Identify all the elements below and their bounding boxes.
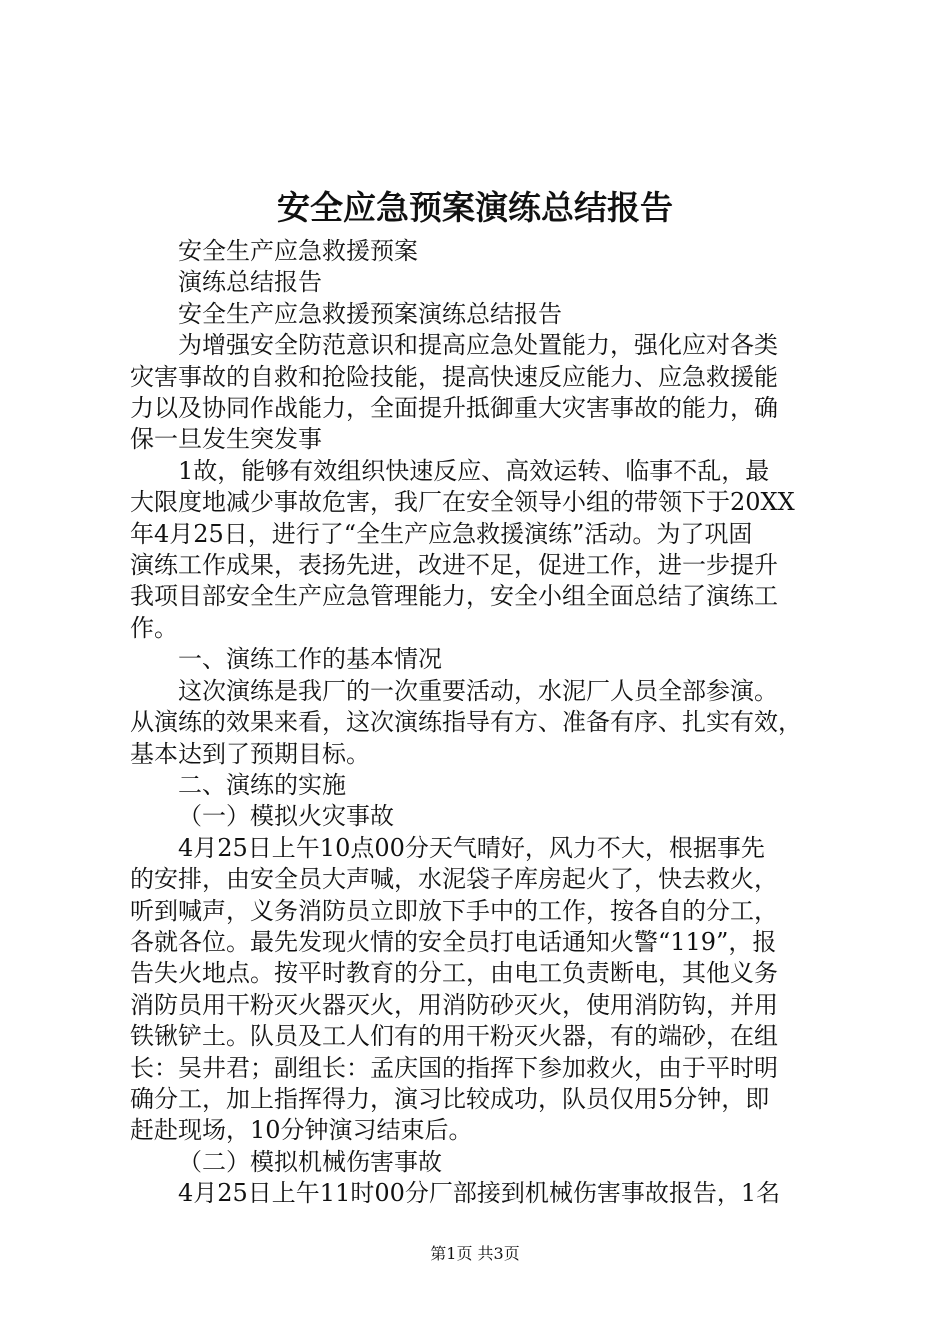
text-line: 安全生产应急救援预案演练总结报告	[178, 299, 562, 328]
text-line: 一、演练工作的基本情况	[178, 645, 442, 674]
text-line: 赶赴现场，10分钟演习结束后。	[130, 1116, 473, 1145]
paragraph	[130, 833, 830, 1147]
text-line: 我项目部安全生产应急管理能力，安全小组全面总结了演练工	[130, 582, 778, 611]
text-line: 4月25日上午10点00分天气晴好，风力不大，根据事先	[178, 833, 765, 862]
paragraph	[130, 1178, 830, 1209]
text-line: 消防员用干粉灭火器灭火，用消防砂灭火，使用消防钩，并用	[130, 990, 778, 1019]
text-line: 1故，能够有效组织快速反应、高效运转、临事不乱，最	[178, 456, 770, 485]
text-line: 二、演练的实施	[178, 770, 346, 799]
paragraph	[130, 770, 830, 801]
text-line: 4月25日上午11时00分厂部接到机械伤害事故报告，1名	[178, 1179, 781, 1208]
paragraph	[130, 676, 830, 770]
text-line: 基本达到了预期目标。	[130, 739, 370, 768]
text-line: 大限度地减少事故危害，我厂在安全领导小组的带领下于20XX	[130, 488, 795, 517]
paragraph	[130, 267, 830, 298]
text-line: 告失火地点。按平时教育的分工，由电工负责断电，其他义务	[130, 959, 778, 988]
text-line: 从演练的效果来看，这次演练指导有方、准备有序、扎实有效，	[130, 708, 802, 737]
page-footer: 第1页 共3页	[430, 1244, 520, 1263]
text-line: 听到喊声，义务消防员立即放下手中的工作，按各自的分工，	[130, 896, 778, 925]
text-line: 为增强安全防范意识和提高应急处置能力，强化应对各类	[178, 331, 778, 360]
document-title: 安全应急预案演练总结报告	[277, 188, 673, 227]
text-line: 演练工作成果，表扬先进，改进不足，促进工作，进一步提升	[130, 551, 778, 580]
text-line: 确分工，加上指挥得力，演习比较成功，队员仅用5分钟，即	[130, 1084, 770, 1113]
paragraph	[130, 801, 830, 832]
paragraph	[130, 299, 830, 330]
text-line: 力以及协同作战能力，全面提升抵御重大灾害事故的能力，确	[130, 394, 778, 423]
text-line: 保一旦发生突发事	[130, 425, 322, 454]
text-line: 这次演练是我厂的一次重要活动，水泥厂人员全部参演。	[178, 676, 778, 705]
text-line: 的安排，由安全员大声喊，水泥袋子库房起火了，快去救火，	[130, 865, 778, 894]
text-line: 铁锹铲土。队员及工人们有的用干粉灭火器，有的端砂，在组	[130, 1022, 778, 1051]
document-body	[130, 236, 830, 1210]
text-line: 灾害事故的自救和抢险技能，提高快速反应能力、应急救援能	[130, 362, 778, 391]
paragraph	[130, 644, 830, 675]
paragraph	[130, 456, 830, 644]
paragraph	[130, 236, 830, 267]
text-line: 各就各位。最先发现火情的安全员打电话通知火警“119”，报	[130, 927, 777, 956]
text-line: 安全生产应急救援预案	[178, 237, 418, 265]
text-line: 演练总结报告	[178, 268, 322, 297]
text-line: （二）模拟机械伤害事故	[178, 1147, 442, 1176]
paragraph	[130, 1147, 830, 1178]
text-line: 作。	[130, 613, 178, 642]
text-line: （一）模拟火灾事故	[178, 802, 394, 831]
text-line: 年4月25日，进行了“全生产应急救援演练”活动。为了巩固	[130, 519, 753, 548]
text-line: 长：吴井君；副组长：孟庆国的指挥下参加救火，由于平时明	[130, 1053, 778, 1082]
paragraph	[130, 330, 830, 456]
